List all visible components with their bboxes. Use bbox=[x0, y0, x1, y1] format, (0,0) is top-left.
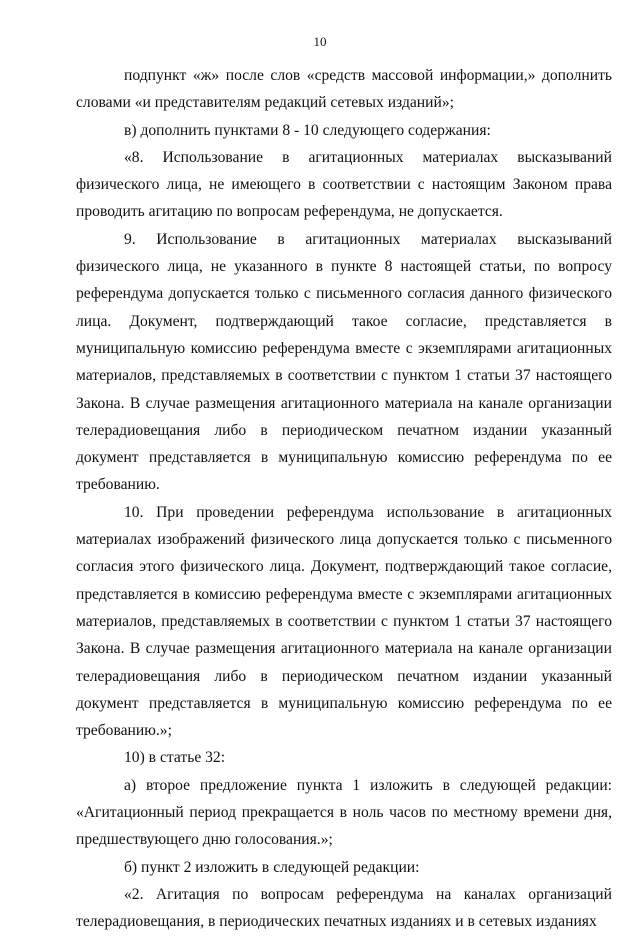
paragraph: а) второе предложение пункта 1 изложить в следующей редакции: «Агитационный период прекращается в ноль часов по местному времени дня, предшествующего дню голосования.»; bbox=[76, 776, 612, 849]
paragraph: 10. При проведении референдума использование в агитационных материалах изображений физического лица допускается только с письменного согласия этого физического лица. Документ, подтверждающий такое согласие, представляется в комиссию референдума вместе с экземплярами агитационных материалов, представляемых в соответствии с пунктом 1 статьи 37 настоящего Закона. В случае размещения агитационного материала на канале организации телерадиовещания либо в периодическом печатном издании указанный документ представляется в муниципальную комиссию референдума по ее требованию.»; bbox=[76, 503, 612, 740]
paragraph: «8. Использование в агитационных материалах высказываний физического лица, не имеющего в соответствии с настоящим Законом права проводить агитацию по вопросам референдума, не допускается. bbox=[76, 148, 612, 221]
paragraph: 9. Использование в агитационных материалах высказываний физического лица, не указанного в пункте 8 настоящей статьи, по вопросу референдума допускается только с письменного согласия данного физического лица. Документ, подтверждающий такое согласие, представляется в муниципальную комиссию референдума вместе с экземплярами агитационных материалов, представляемых в соответствии с пунктом 1 статьи 37 настоящего Закона. В случае размещения агитационного материала на канале организации телерадиовещания либо в периодическом печатном издании указанный документ представляется в муниципальную комиссию референдума по ее требованию. bbox=[76, 230, 612, 494]
paragraph: подпункт «ж» после слов «средств массовой информации,» дополнить словами «и представителям редакций сетевых изданий»; bbox=[76, 67, 612, 112]
document-body bbox=[76, 62, 612, 936]
page-number: 10 bbox=[313, 34, 327, 49]
paragraph: «2. Агитация по вопросам референдума на каналах организаций телерадиовещания, в периодических печатных изданиях и в сетевых изданиях bbox=[76, 885, 612, 931]
paragraph: в) дополнить пунктами 8 - 10 следующего содержания: bbox=[124, 121, 491, 139]
paragraph: 10) в статье 32: bbox=[124, 749, 226, 767]
paragraph: б) пункт 2 изложить в следующей редакции: bbox=[124, 858, 420, 876]
